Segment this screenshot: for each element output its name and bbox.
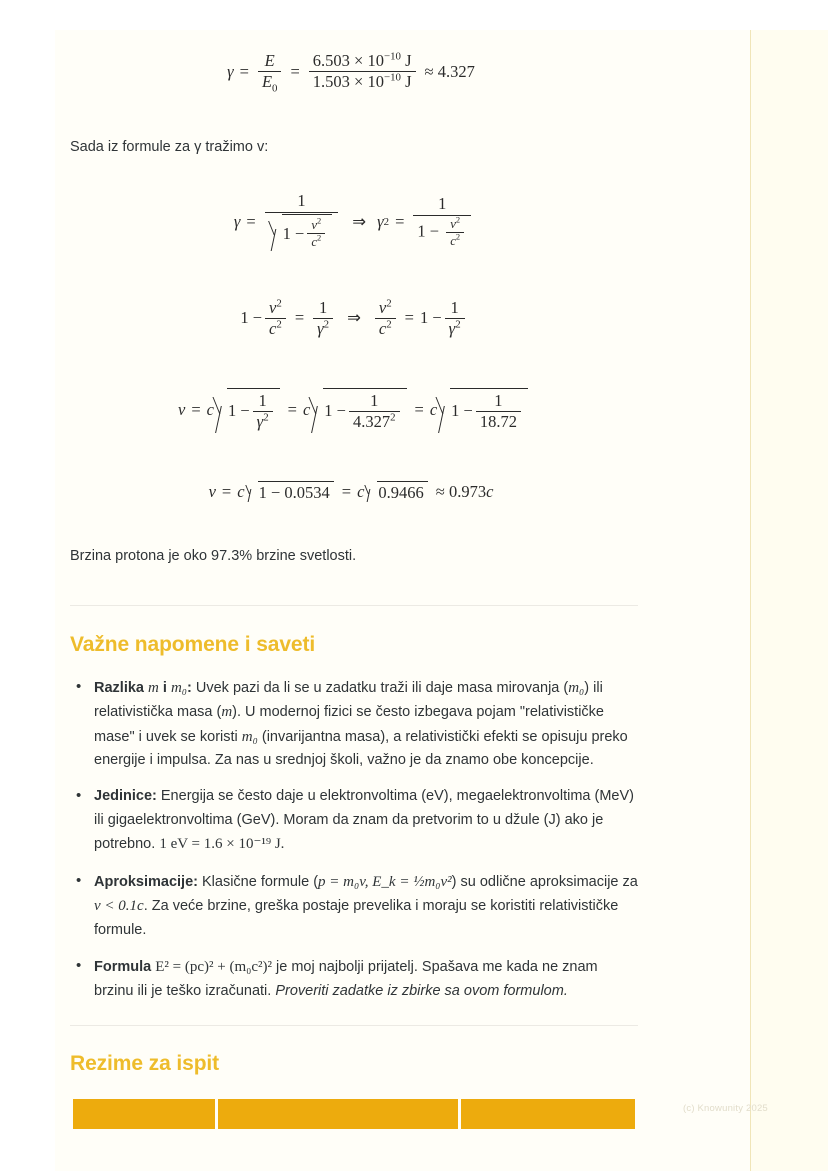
summary-table — [70, 1099, 638, 1129]
note-lead: Jedinice: — [94, 788, 157, 805]
note-body-math-2: m — [221, 704, 233, 721]
list-item — [70, 955, 638, 1003]
equation-rearranged: 1 − $\frac{v^2}{c^2}$ = $\frac{1}{\gamma^2}$ ⇒ $\frac{v^2}{c^2}$ = 1 − $\frac{1}{\gamma^2}$ — [70, 299, 638, 339]
result-sentence — [70, 545, 638, 567]
section-heading-rezime-za-ispit: Rezime za ispit — [70, 1052, 220, 1076]
equation-v-final: v = c 1 − 0.0534 = c 0.9466 ≈ 0.973c — [208, 481, 494, 502]
note-lead: Razlika — [94, 679, 144, 696]
result-sentence-text: Brzina protona je oko 97.3% brzine svetlosti. — [70, 548, 357, 565]
list-item — [70, 676, 638, 773]
note-body-math-1: p = m₀v, E_k = ½m₀v² — [318, 873, 452, 890]
note-lead-colon: : — [187, 679, 192, 696]
note-body-3: ). U modernoj fizici se često izbegava pojam "relativističke mase" i uvek se koristi — [94, 704, 604, 745]
note-body-math-2: v < 0.1c — [94, 898, 144, 915]
equation-v-solve: v = c 1 − $\frac{1}{\gamma^2}$ = c 1 − $\frac{1}{4.327^2}$ = c 1 − $\frac{1}{18.72}$ — [70, 388, 638, 434]
table-header-row — [73, 1099, 635, 1129]
note-body-3: . Za veće brzine, greška postaje prevelika i moraju se koristiti relativističke formule. — [94, 898, 619, 938]
intro-sentence — [70, 136, 638, 158]
notes-list — [70, 676, 638, 1004]
note-body-1: je moj najbolji prijatelj. Spašava me kada ne znam brzinu ili je teško izračunati. — [94, 959, 598, 999]
list-item — [70, 785, 638, 856]
note-body-italic: Proveriti zadatke iz zbirke sa ovom formulom. — [275, 982, 568, 999]
table-header-cell-2[interactable] — [218, 1099, 458, 1129]
section-heading-vazne-napomene: Važne napomene i saveti — [70, 632, 316, 656]
note-body-2: ) su odlične aproksimacije za — [451, 873, 638, 890]
note-body-1: Uvek pazi da li se u zadatku traži ili daje masa mirovanja ( — [191, 679, 569, 696]
equation-gamma-ratio: γ = $\frac{E}{E_0}$ = $\frac{6.503 \times 10^{-10} J}{1.503 \times 10^{-10} J}$ ≈ 4.327 — [227, 50, 475, 95]
note-body-math-3: m₀ — [241, 728, 258, 745]
intro-sentence-text: Sada iz formule za γ tražimo v: — [70, 138, 269, 155]
page-right-gutter — [750, 30, 828, 1171]
note-body-1: Klasične formule ( — [197, 873, 319, 890]
divider-above-rezime — [70, 1025, 638, 1026]
note-lead: Aproksimacije: — [94, 873, 198, 890]
list-item — [70, 870, 638, 942]
note-body-math-1: m₀ — [568, 679, 585, 696]
note-lead-math-1: m — [148, 679, 159, 696]
document-content — [70, 30, 638, 1129]
watermark: (c) Knowunity 2025 — [683, 1103, 768, 1114]
note-body-2: ) ili relativistička masa ( — [94, 679, 603, 721]
equation-gamma-definition: γ = 1 1 − $\frac{v^2}{c^2}$ ⇒ γ 2 = 1 1 − $\frac{v^2}{c^2}$ — [70, 192, 638, 251]
table-header-cell-3[interactable] — [461, 1099, 635, 1129]
note-lead-math-2: m₀ — [170, 679, 188, 696]
note-body-4: (invarijantna masa), a relativistički efekti se opisuju preko energije i impulsa. Za nas u srednjoj školi, važno je da znamo obe koncepcije. — [94, 728, 628, 768]
table-header-cell-1[interactable] — [73, 1099, 215, 1129]
note-body-math-1: E² = (pc)² + (m₀c²)² — [155, 959, 272, 976]
note-lead: Formula — [94, 959, 152, 976]
divider-above-notes — [70, 605, 638, 606]
note-body-math-1: 1 eV = 1.6 × 10⁻¹⁹ J. — [159, 836, 285, 853]
note-body-1: Energija se često daje u elektronvoltima (eV), megaelektronvoltima (MeV) ili gigaelektronvoltima (GeV). Moram da znam da pretvorim to u džule (J) ako je potrebno. — [94, 788, 634, 853]
note-lead-conj: i — [162, 679, 167, 696]
